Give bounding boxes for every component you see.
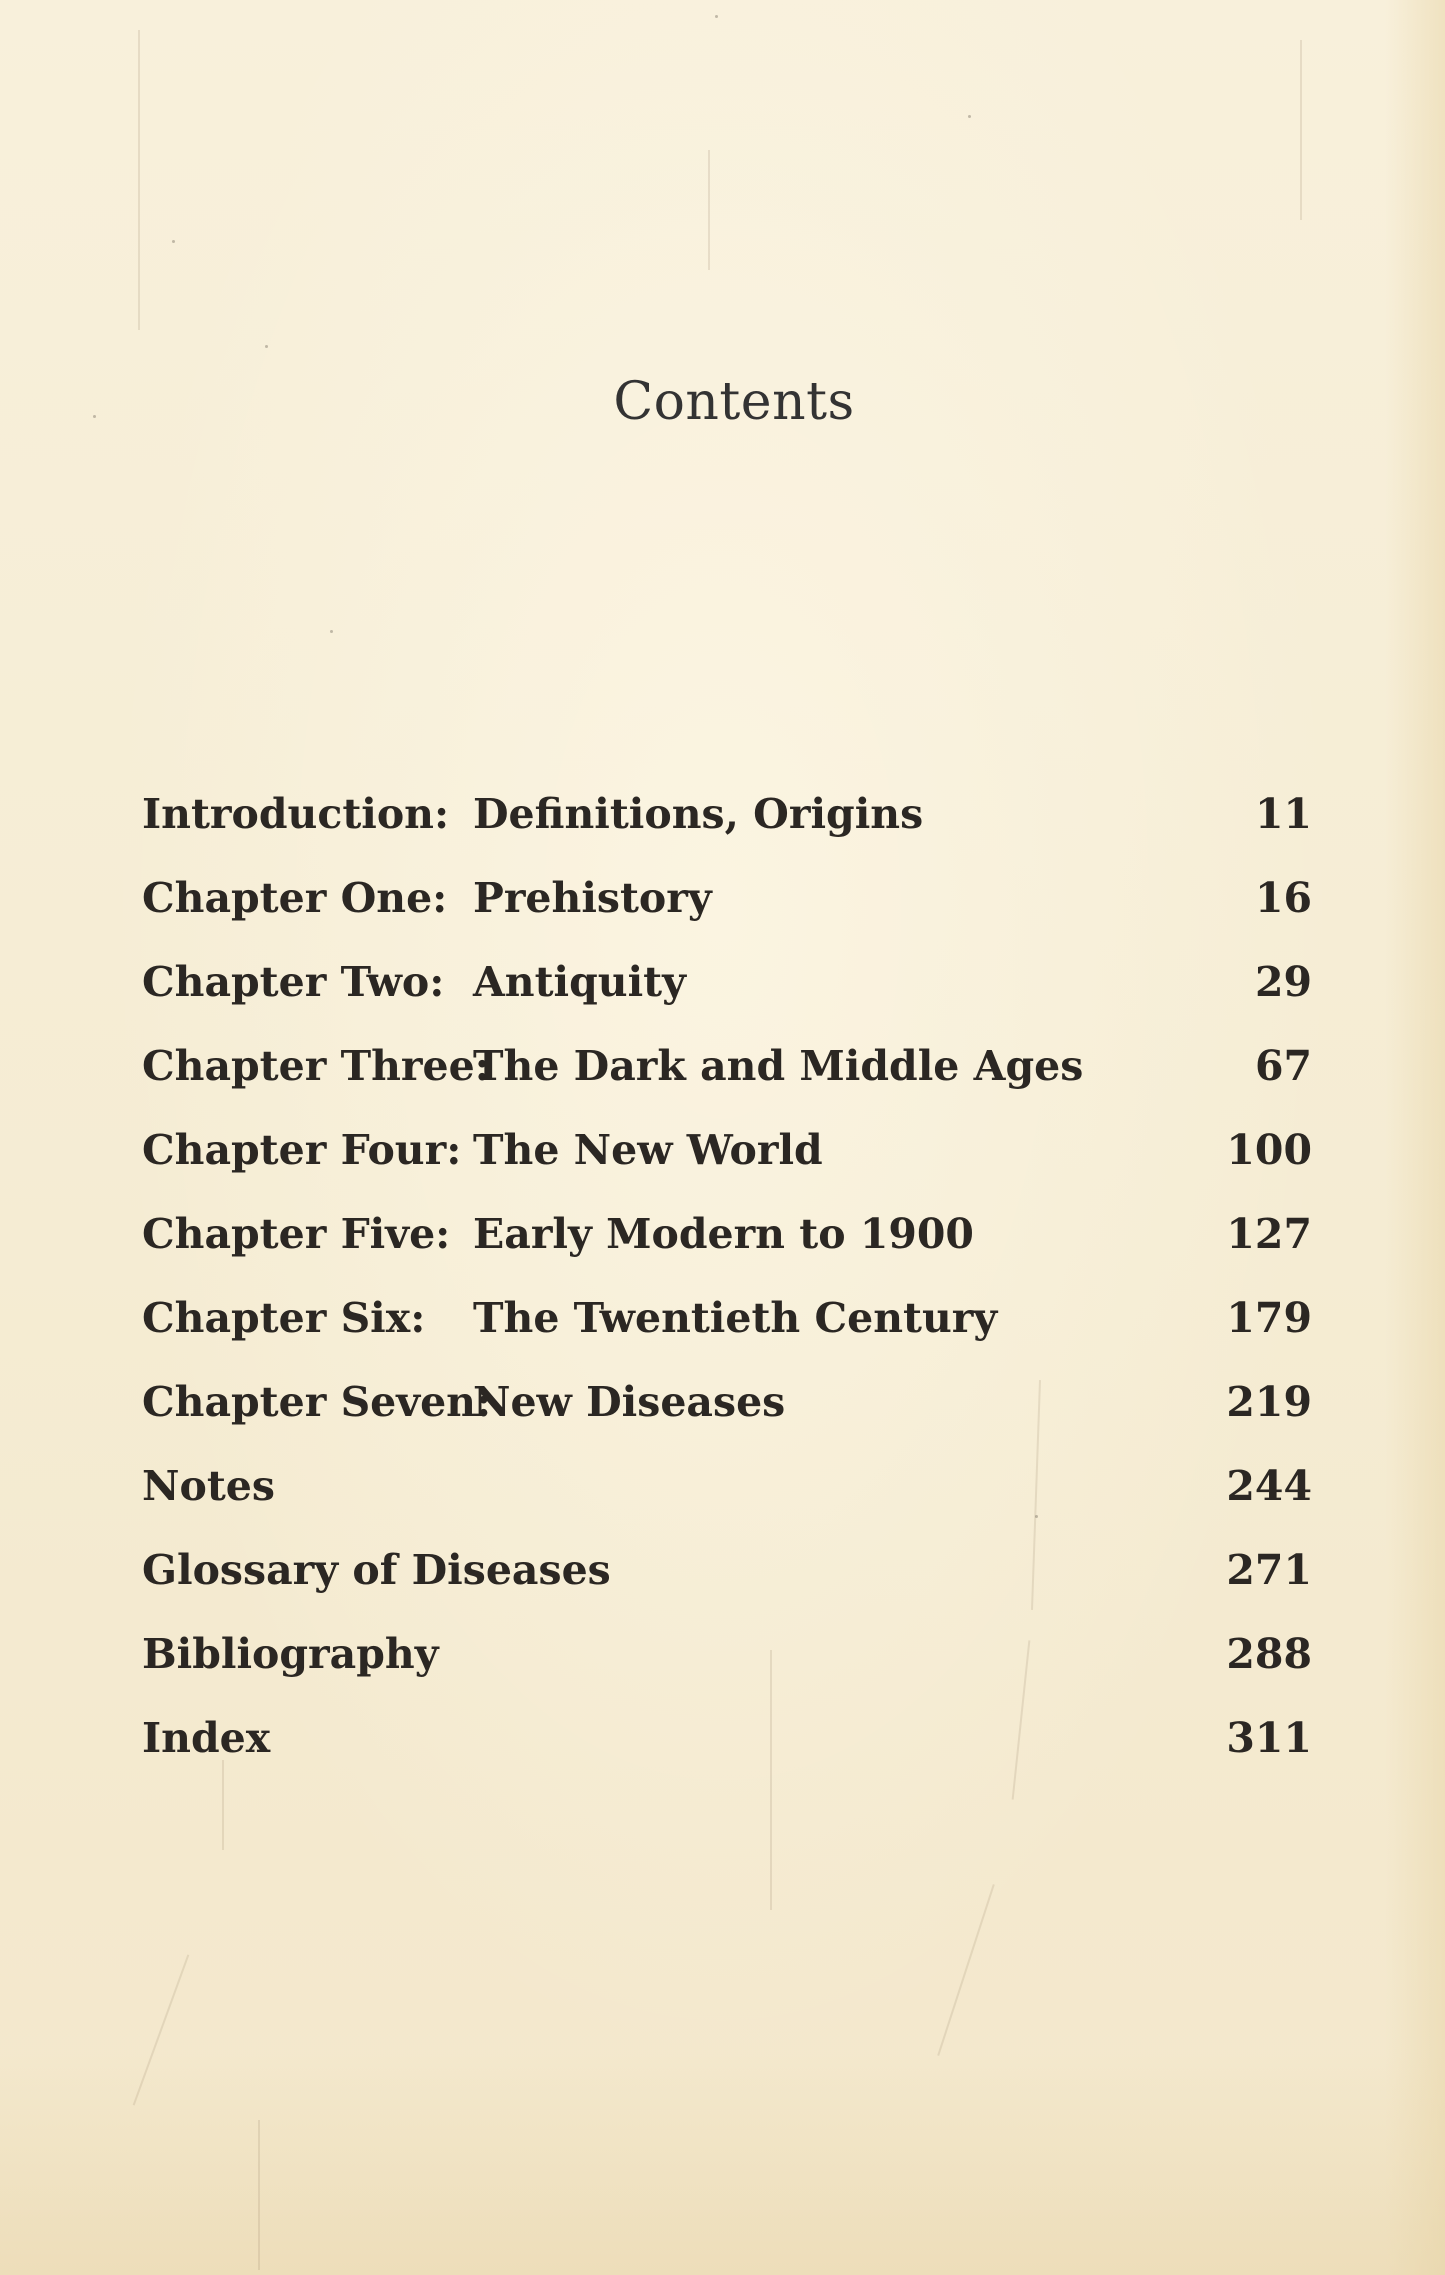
toc-entry-label: Chapter One: — [142, 874, 448, 922]
paper-speck — [265, 345, 268, 348]
toc-entry-title: Early Modern to 1900 — [473, 1210, 974, 1258]
toc-entry-page: 29 — [1254, 958, 1312, 1006]
toc-entry-page: 127 — [1226, 1210, 1312, 1258]
toc-entry-title: The Dark and Middle Ages — [473, 1042, 1084, 1090]
toc-entry-page: 244 — [1226, 1462, 1312, 1510]
toc-entry — [0, 1546, 1445, 1606]
toc-entry-page: 179 — [1226, 1294, 1312, 1342]
toc-entry-label: Chapter Five: — [142, 1210, 451, 1258]
paper-speck — [172, 240, 175, 243]
toc-entry-label: Bibliography — [142, 1630, 439, 1678]
paper-crease — [708, 150, 710, 270]
toc-entry-page: 67 — [1254, 1042, 1312, 1090]
toc-entry-page: 219 — [1226, 1378, 1312, 1426]
paper-crease — [937, 1884, 995, 2056]
toc-entry-label: Notes — [142, 1462, 275, 1510]
toc-entry-title: The Twentieth Century — [473, 1294, 998, 1342]
toc-entry — [0, 1630, 1445, 1690]
toc-entry — [0, 790, 1445, 850]
paper-crease — [1300, 40, 1302, 220]
toc-entry-title: New Diseases — [473, 1378, 786, 1426]
page-title: Contents — [613, 372, 855, 432]
toc-entry-page: 100 — [1226, 1126, 1312, 1174]
toc-entry-title: Definitions, Origins — [473, 790, 924, 838]
paper-speck — [330, 630, 333, 633]
toc-entry-page: 11 — [1254, 790, 1312, 838]
paper-speck — [715, 15, 718, 18]
toc-entry-label: Chapter Seven: — [142, 1378, 492, 1426]
paper-crease — [138, 30, 140, 330]
page-bottom-shading — [0, 2055, 1445, 2275]
toc-entry-label: Chapter Two: — [142, 958, 445, 1006]
toc-entry-label: Introduction: — [142, 790, 450, 838]
toc-entry-title: Antiquity — [473, 958, 686, 1006]
toc-entry — [0, 1714, 1445, 1774]
toc-entry-title: The New World — [473, 1126, 823, 1174]
toc-entry — [0, 1210, 1445, 1270]
toc-entry — [0, 1126, 1445, 1186]
toc-entry — [0, 1462, 1445, 1522]
toc-entry-label: Chapter Six: — [142, 1294, 426, 1342]
toc-entry — [0, 958, 1445, 1018]
toc-entry-label: Chapter Three: — [142, 1042, 490, 1090]
paper-crease — [258, 2120, 260, 2270]
toc-entry-label: Index — [142, 1714, 271, 1762]
toc-entry — [0, 1294, 1445, 1354]
toc-entry-label: Chapter Four: — [142, 1126, 462, 1174]
toc-entry-page: 288 — [1226, 1630, 1312, 1678]
toc-entry-page: 271 — [1226, 1546, 1312, 1594]
toc-entry-page: 311 — [1226, 1714, 1312, 1762]
toc-entry — [0, 1042, 1445, 1102]
paper-speck — [968, 115, 971, 118]
toc-entry — [0, 874, 1445, 934]
toc-entry-page: 16 — [1254, 874, 1312, 922]
toc-entry — [0, 1378, 1445, 1438]
toc-entry-title: Prehistory — [473, 874, 712, 922]
toc-entry-label: Glossary of Diseases — [142, 1546, 611, 1594]
